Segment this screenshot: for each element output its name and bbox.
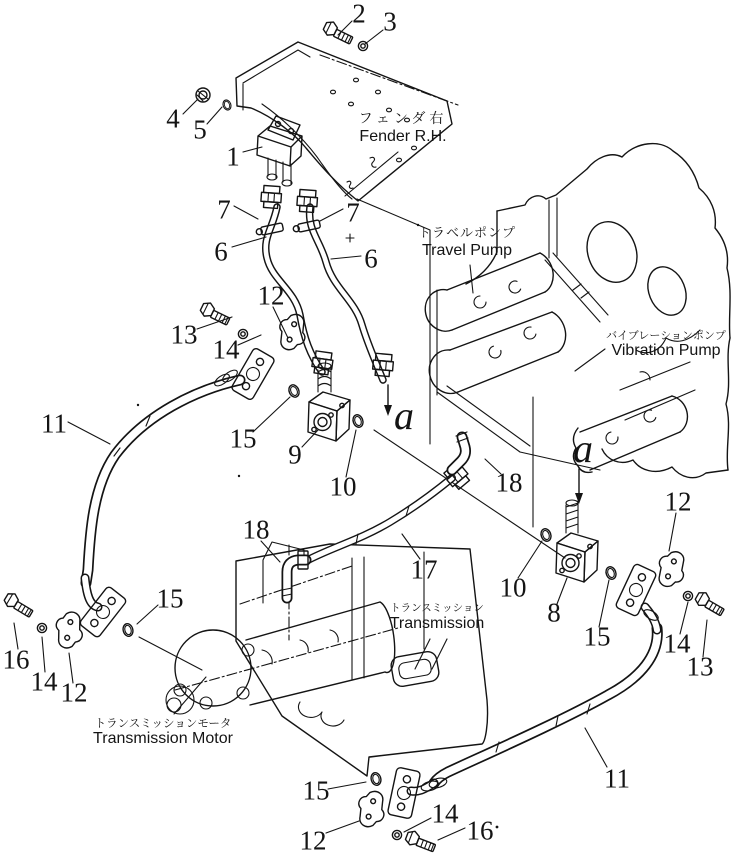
label-fender-en: Fender R.H.	[359, 127, 447, 145]
callout-9-14: 9	[288, 439, 302, 470]
callout-13-24: 13	[686, 651, 714, 682]
callout-17-17: 17	[410, 554, 438, 585]
callout-10-19: 10	[499, 572, 527, 603]
callout-18-18: 18	[242, 514, 270, 545]
callout-7-5: 7	[217, 194, 231, 225]
label-travel-pump-en: Travel Pump	[421, 241, 513, 259]
callout-14-31: 14	[431, 798, 459, 829]
label-vibration-pump-en: Vibration Pump	[611, 342, 721, 360]
label-transmission-motor	[93, 717, 233, 748]
label-transmission	[390, 603, 485, 633]
callout-12-9: 12	[257, 280, 285, 311]
label-transmission-motor-jp: トランスミッションモータ	[94, 716, 232, 730]
callout-18-16: 18	[495, 467, 523, 498]
callout-15-25: 15	[156, 583, 184, 614]
callout-14-23: 14	[663, 628, 691, 659]
label-travel-pump	[418, 227, 516, 259]
callout-6-8: 6	[364, 243, 378, 274]
callout-13-10: 13	[170, 319, 198, 350]
label-fender	[359, 112, 448, 146]
callout-8-20: 8	[547, 597, 561, 628]
callout-12-30: 12	[299, 825, 327, 856]
callout-14-27: 14	[30, 666, 58, 697]
callout-12-22: 12	[664, 486, 692, 517]
callout-16-32: 16	[466, 815, 494, 846]
callout-15-21: 15	[583, 621, 611, 652]
callout-15-13: 15	[229, 423, 257, 454]
label-fender-jp: フェンダ右	[358, 111, 448, 127]
callout-12-28: 12	[60, 677, 88, 708]
label-transmission-en: Transmission	[389, 614, 485, 632]
callout-3-1: 3	[383, 6, 397, 37]
label-travel-pump-jp: トラベルポンプ	[417, 226, 517, 241]
callout-10-15: 10	[329, 471, 357, 502]
section-mark-a-1: a	[573, 426, 593, 471]
callout-16-26: 16	[2, 644, 30, 675]
callout-6-7: 6	[214, 236, 228, 267]
callout-7-6: 7	[346, 197, 360, 228]
callout-4-2: 4	[166, 103, 180, 134]
callout-11-12: 11	[41, 408, 67, 439]
label-vibration-pump-jp: バイブレーションポンプ	[606, 329, 726, 342]
section-mark-a-0: a	[394, 393, 414, 438]
callout-11-33: 11	[604, 763, 630, 794]
callout-1-4: 1	[226, 141, 240, 172]
label-transmission-motor-en: Transmission Motor	[93, 729, 233, 747]
callout-14-11: 14	[212, 334, 240, 365]
callout-5-3: 5	[193, 114, 207, 145]
callout-15-29: 15	[302, 775, 330, 806]
label-vibration-pump	[606, 330, 726, 360]
label-transmission-jp: トランスミッション	[390, 602, 484, 614]
callout-2-0: 2	[352, 0, 366, 29]
